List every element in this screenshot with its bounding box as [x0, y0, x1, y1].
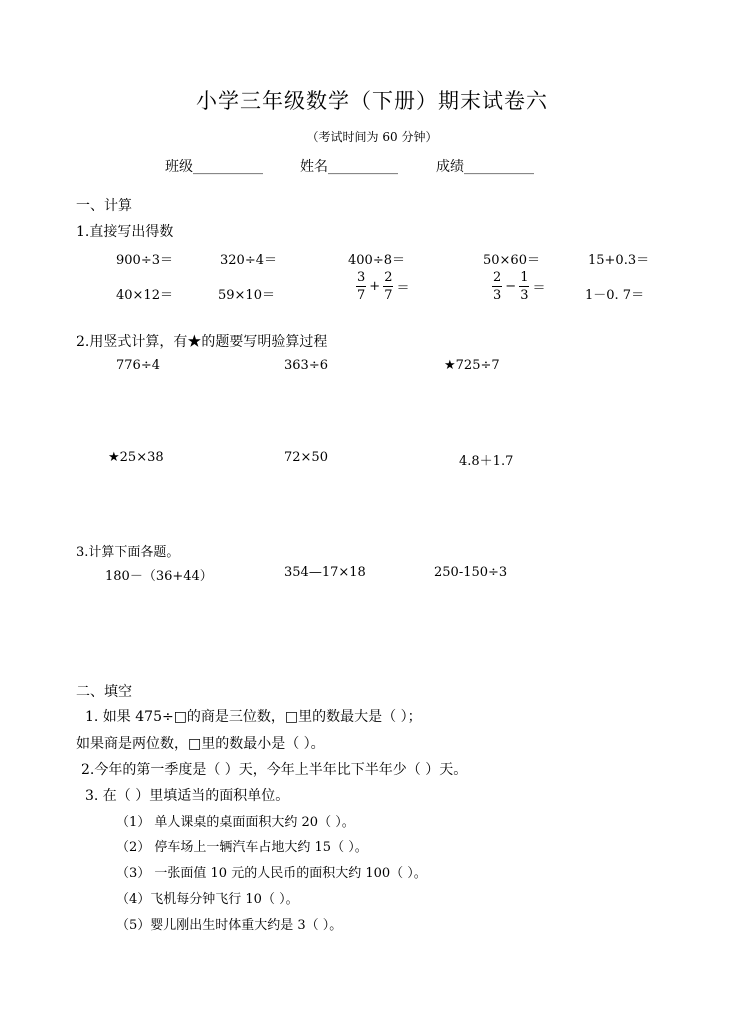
- q3-item: 180－（36+44）: [105, 569, 213, 584]
- q1-item: 59×10＝: [218, 288, 275, 303]
- q1-item: 15+0.3＝: [588, 253, 650, 268]
- fill-line: 3. 在（ ）里填适当的面积单位。: [85, 788, 290, 804]
- q2-item: 72×50: [284, 450, 328, 465]
- fraction: $\frac{1}{3}$: [520, 270, 529, 303]
- score-field: 成绩__________: [436, 159, 534, 175]
- page-title: 小学三年级数学（下册）期末试卷六: [196, 89, 548, 113]
- section-2-heading: 二、填空: [76, 684, 132, 700]
- fill-line: 如果商是两位数，□里的数最小是（ ）。: [76, 736, 325, 752]
- exam-time-note: （考试时间为 60 分钟）: [306, 130, 438, 144]
- q1-item: 1－0. 7＝: [585, 288, 645, 303]
- fill-line: （2） 停车场上一辆汽车占地大约 15（ ）。: [116, 840, 368, 855]
- fraction-expression-add: $\frac{3}{7}$ + $\frac{2}{7}$ ＝: [357, 270, 410, 303]
- q3-label: 3.计算下面各题。: [76, 545, 180, 560]
- fill-line: 2.今年的第一季度是（ ）天，今年上半年比下半年少（ ）天。: [81, 762, 468, 778]
- q2-item: ★725÷7: [444, 358, 500, 373]
- fill-line: （4）飞机每分钟飞行 10（ ）。: [116, 892, 299, 907]
- fill-line: （1） 单人课桌的桌面面积大约 20（ ）。: [116, 815, 355, 830]
- fraction: $\frac{2}{3}$: [493, 270, 502, 303]
- fraction: $\frac{2}{7}$: [384, 270, 393, 303]
- q1-item: 400÷8＝: [348, 253, 405, 268]
- section-1-heading: 一、计算: [76, 198, 132, 214]
- fill-line: （3） 一张面值 10 元的人民币的面积大约 100（ ）。: [116, 866, 427, 881]
- q1-item: 320÷4＝: [220, 253, 277, 268]
- q2-item: ★25×38: [108, 450, 164, 465]
- q1-item: 900÷3＝: [116, 253, 173, 268]
- fraction-expression-subtract: $\frac{2}{3}$ − $\frac{1}{3}$ ＝: [493, 270, 546, 303]
- q1-label: 1.直接写出得数: [76, 224, 174, 240]
- fill-line: （5）婴儿刚出生时体重大约是 3（ ）。: [116, 918, 343, 933]
- fraction: $\frac{3}{7}$: [357, 270, 366, 303]
- class-field: 班级__________: [165, 159, 263, 175]
- q3-item: 250-150÷3: [434, 565, 508, 580]
- q2-label: 2.用竖式计算，有★的题要写明验算过程: [76, 334, 328, 350]
- q1-item: 50×60＝: [483, 253, 540, 268]
- q3-item: 354—17×18: [284, 565, 366, 580]
- fill-line: 1. 如果 475÷□的商是三位数，□里的数最大是（ ）；: [85, 709, 422, 725]
- name-field: 姓名__________: [300, 159, 398, 175]
- q2-item: 776÷4: [116, 358, 160, 373]
- q2-item: 363÷6: [284, 358, 328, 373]
- q2-item: 4.8＋1.7: [459, 454, 514, 469]
- q1-item: 40×12＝: [116, 288, 173, 303]
